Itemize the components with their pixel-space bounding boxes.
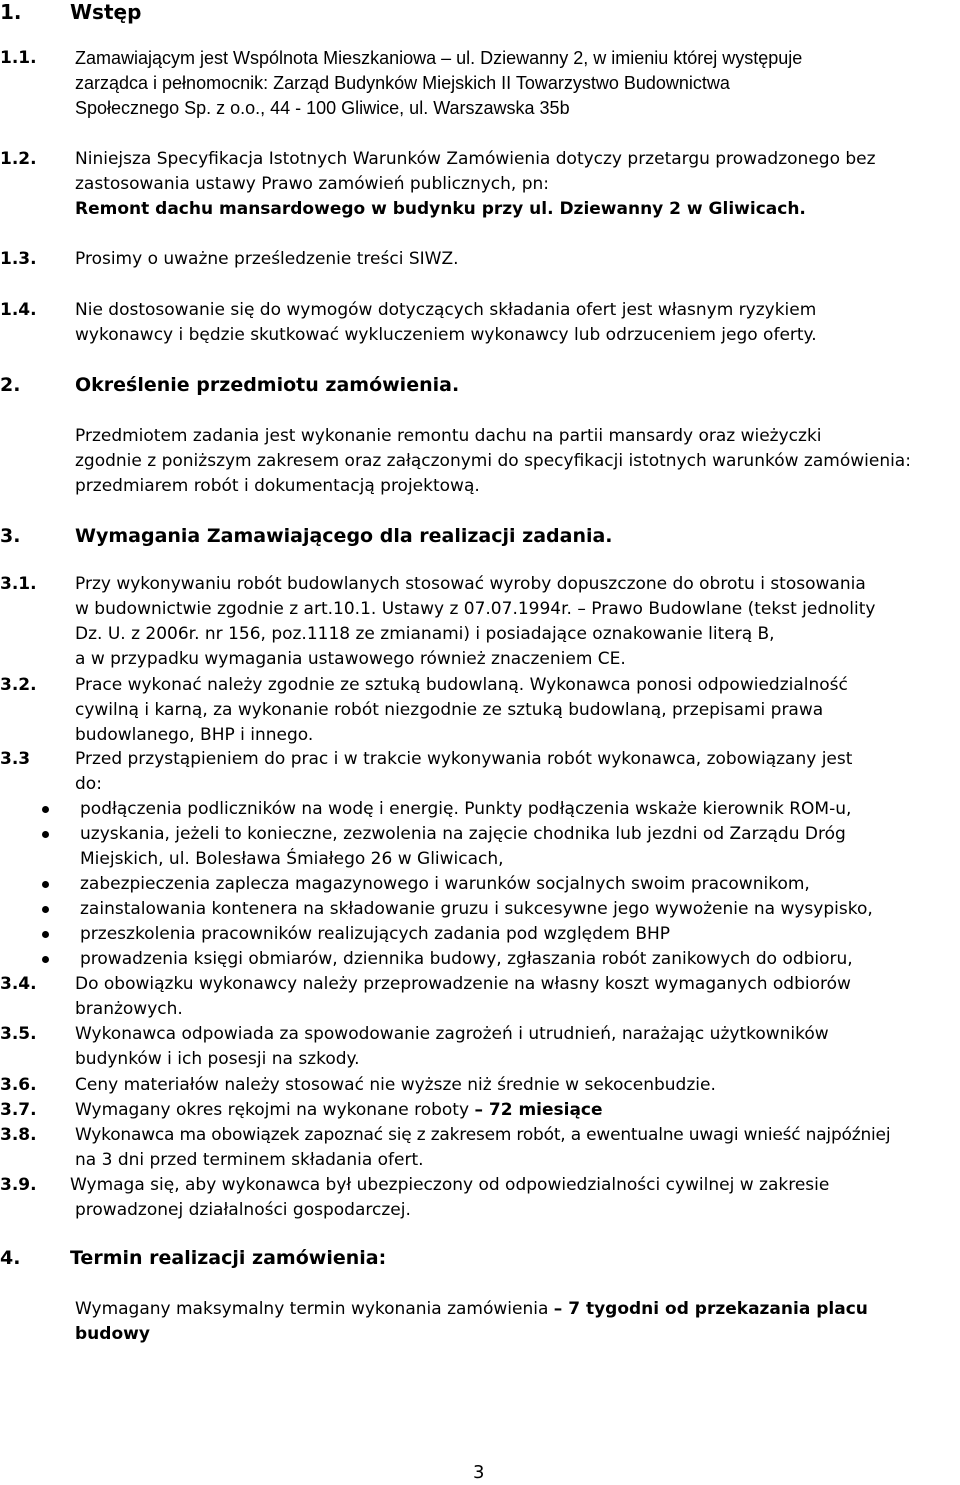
para-1-2-line: Niniejsza Specyfikacja Istotnych Warunków Zamówienia dotyczy przetargu prowadzonego bez xyxy=(75,149,876,169)
para-3-3-line: do: xyxy=(75,774,102,794)
section-4-title: Termin realizacji zamówienia: xyxy=(70,1247,387,1269)
para-3-9-line: prowadzonej działalności gospodarczej. xyxy=(75,1200,411,1220)
para-1-1-line: Zamawiającym jest Wspólnota Mieszkaniowa – ul. Dziewanny 2, w imieniu której występuje xyxy=(75,48,803,68)
para-1-2-number: 1.2. xyxy=(0,149,37,169)
section-3-title: Wymagania Zamawiającego dla realizacji zadania. xyxy=(75,525,613,547)
para-3-4-number: 3.4. xyxy=(0,974,37,994)
bullet-icon xyxy=(42,831,49,838)
section-2-title: Określenie przedmiotu zamówienia. xyxy=(75,374,460,396)
para-3-2-number: 3.2. xyxy=(0,675,37,695)
deadline-line xyxy=(75,1297,868,1322)
list-item: zainstalowania kontenera na składowanie gruzu i sukcesywne jego wywożenie na wysypisko, xyxy=(80,899,873,919)
para-3-2-line: budowlanego, BHP i innego. xyxy=(75,725,314,745)
bullet-icon xyxy=(42,906,49,913)
para-1-1-line: zarządca i pełnomocnik: Zarząd Budynków Miejskich II Towarzystwo Budownictwa xyxy=(75,73,730,93)
list-item: zabezpieczenia zaplecza magazynowego i warunków socjalnych swoim pracownikom, xyxy=(80,874,810,894)
section-1-title: Wstęp xyxy=(70,0,142,24)
section-2-line: przedmiarem robót i dokumentacją projektową. xyxy=(75,476,480,496)
para-3-5-line: budynków i ich posesji na szkody. xyxy=(75,1049,360,1069)
para-3-5-line: Wykonawca odpowiada za spowodowanie zagrożeń i utrudnień, narażając użytkowników xyxy=(75,1024,829,1044)
para-1-4-line: wykonawcy i będzie skutkować wykluczeniem wykonawcy lub odrzuceniem jego oferty. xyxy=(75,325,817,345)
para-3-2-line: Prace wykonać należy zgodnie ze sztuką budowlaną. Wykonawca ponosi odpowiedzialność xyxy=(75,675,848,695)
warranty-label: Wymagany okres rękojmi na wykonane roboty xyxy=(75,1100,475,1120)
para-1-2-line: zastosowania ustawy Prawo zamówień publicznych, pn: xyxy=(75,174,550,194)
para-3-1-number: 3.1. xyxy=(0,574,37,594)
list-item: prowadzenia księgi obmiarów, dziennika budowy, zgłaszania robót zanikowych do odbioru, xyxy=(80,949,853,969)
section-4-number: 4. xyxy=(0,1247,21,1269)
para-1-4-line: Nie dostosowanie się do wymogów dotyczących składania ofert jest własnym ryzykiem xyxy=(75,300,817,320)
para-1-4-number: 1.4. xyxy=(0,300,37,320)
para-3-7-number: 3.7. xyxy=(0,1100,37,1120)
deadline-label: Wymagany maksymalny termin wykonania zamówienia xyxy=(75,1299,554,1319)
para-3-3-line: Przed przystąpieniem do prac i w trakcie wykonywania robót wykonawca, zobowiązany jest xyxy=(75,749,853,769)
list-item: podłączenia podliczników na wodę i energię. Punkty podłączenia wskaże kierownik ROM-u, xyxy=(80,799,852,819)
para-3-8-line: Wykonawca ma obowiązek zapoznać się z zakresem robót, a ewentualne uwagi wnieść najpóźniej xyxy=(75,1125,891,1145)
deadline-value: – 7 tygodni od przekazania placu xyxy=(553,1299,868,1319)
para-3-9-number: 3.9. xyxy=(0,1175,37,1195)
para-3-6-text: Ceny materiałów należy stosować nie wyższe niż średnie w sekocenbudzie. xyxy=(75,1075,716,1095)
para-3-7-text xyxy=(75,1098,603,1123)
list-item-continuation: Miejskich, ul. Bolesława Śmiałego 26 w Gliwicach, xyxy=(80,849,504,869)
para-3-9-line: Wymaga się, aby wykonawca był ubezpieczony od odpowiedzialności cywilnej w zakresie xyxy=(70,1175,830,1195)
page-number: 3 xyxy=(473,1462,485,1483)
section-2-line: Przedmiotem zadania jest wykonanie remontu dachu na partii mansardy oraz wieżyczki xyxy=(75,426,822,446)
section-2-number: 2. xyxy=(0,374,21,396)
para-3-4-line: Do obowiązku wykonawcy należy przeprowadzenie na własny koszt wymaganych odbiorów xyxy=(75,974,851,994)
list-item: uzyskania, jeżeli to konieczne, zezwolenia na zajęcie chodnika lub jezdni od Zarządu Dróg xyxy=(80,824,846,844)
bullet-icon xyxy=(42,881,49,888)
list-item: przeszkolenia pracowników realizujących zadania pod względem BHP xyxy=(80,924,671,944)
para-1-3-number: 1.3. xyxy=(0,249,37,269)
para-3-1-line: w budownictwie zgodnie z art.10.1. Ustawy z 07.07.1994r. – Prawo Budowlane (tekst jednolity xyxy=(75,599,876,619)
tender-name: Remont dachu mansardowego w budynku przy ul. Dziewanny 2 w Gliwicach. xyxy=(75,199,806,219)
para-3-8-number: 3.8. xyxy=(0,1125,37,1145)
bullet-icon xyxy=(42,806,49,813)
para-1-3-text: Prosimy o uważne prześledzenie treści SIWZ. xyxy=(75,249,459,269)
para-1-1-line: Społecznego Sp. z o.o., 44 - 100 Gliwice, ul. Warszawska 35b xyxy=(75,98,570,118)
para-3-8-line: na 3 dni przed terminem składania ofert. xyxy=(75,1150,424,1170)
section-1-number: 1. xyxy=(0,0,22,24)
para-3-3-number: 3.3 xyxy=(0,749,31,769)
para-3-4-line: branżowych. xyxy=(75,999,183,1019)
para-3-1-line: a w przypadku wymagania ustawowego również znaczeniem CE. xyxy=(75,649,626,669)
bullet-icon xyxy=(42,931,49,938)
warranty-period: – 72 miesiące xyxy=(474,1100,603,1120)
para-3-1-line: Przy wykonywaniu robót budowlanych stosować wyroby dopuszczone do obrotu i stosowania xyxy=(75,574,866,594)
para-3-1-line: Dz. U. z 2006r. nr 156, poz.1118 ze zmianami) i posiadające oznakowanie literą B, xyxy=(75,624,775,644)
para-3-6-number: 3.6. xyxy=(0,1075,37,1095)
section-3-number: 3. xyxy=(0,525,21,547)
para-3-5-number: 3.5. xyxy=(0,1024,37,1044)
para-3-2-line: cywilną i karną, za wykonanie robót niezgodnie ze sztuką budowlaną, przepisami prawa xyxy=(75,700,824,720)
bullet-icon xyxy=(42,956,49,963)
section-2-line: zgodnie z poniższym zakresem oraz załączonymi do specyfikacji istotnych warunków zamówienia: xyxy=(75,451,911,471)
deadline-value-continuation: budowy xyxy=(75,1324,150,1344)
para-1-1-number: 1.1. xyxy=(0,48,37,68)
